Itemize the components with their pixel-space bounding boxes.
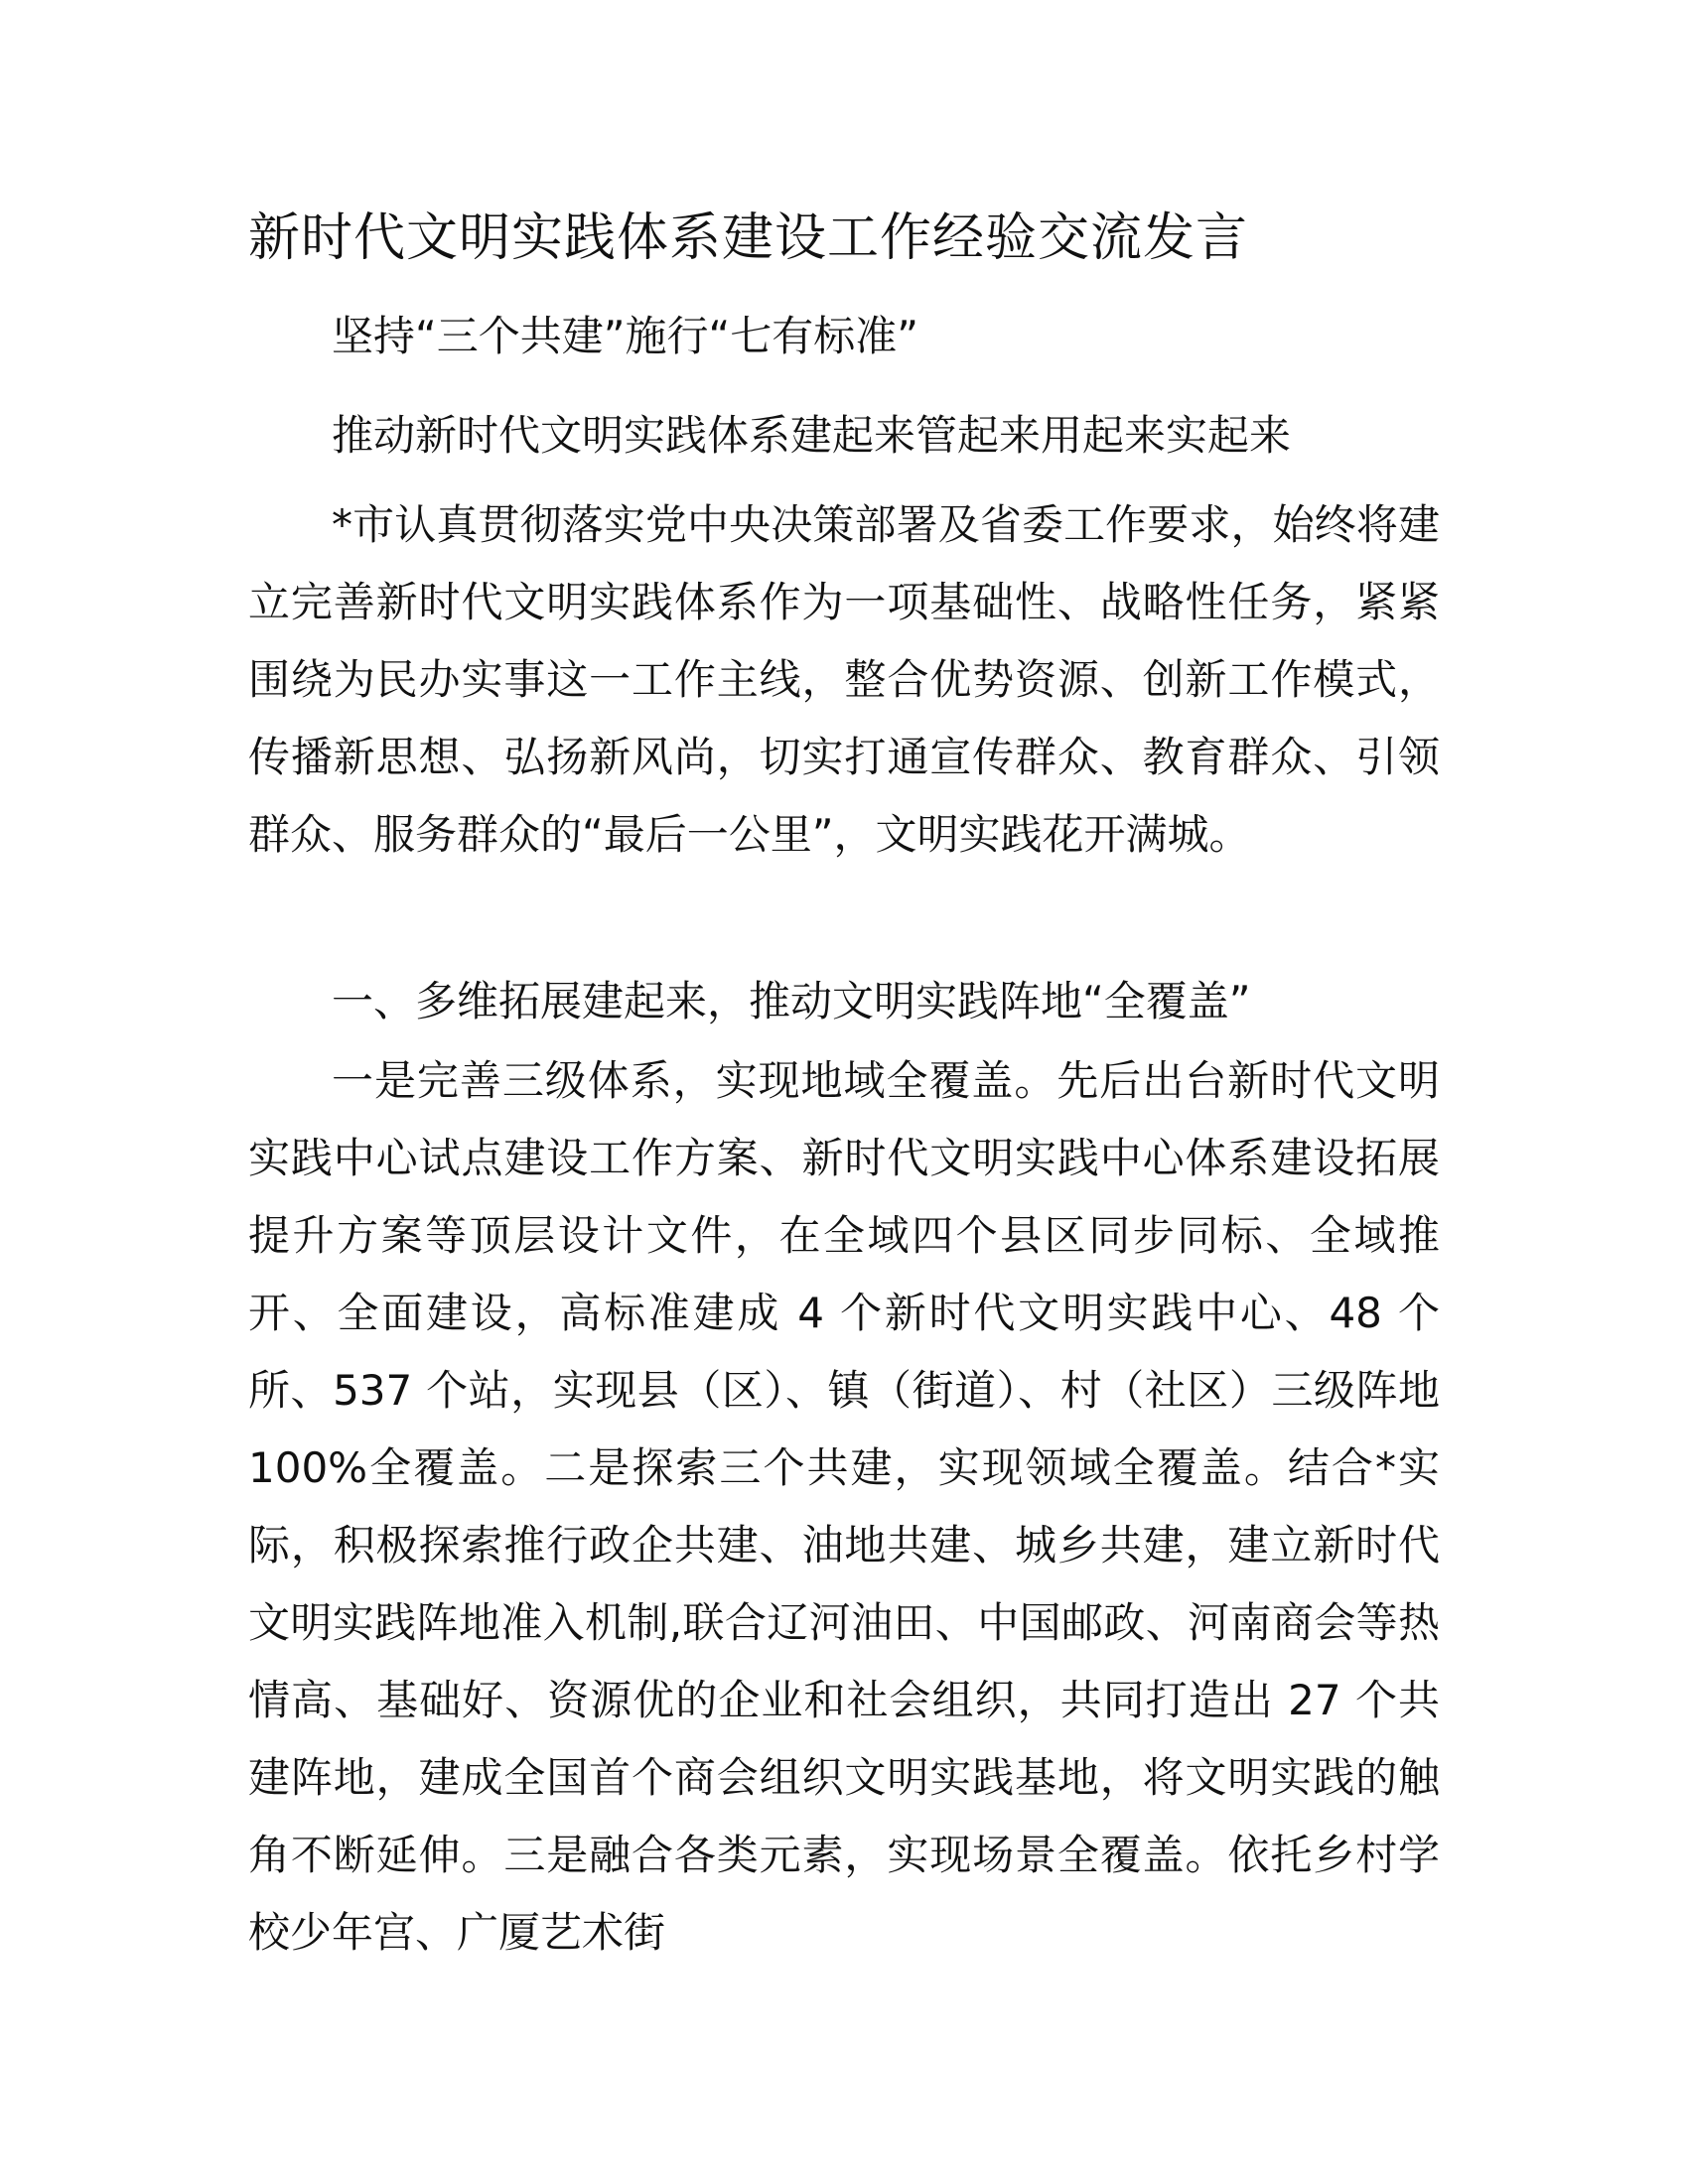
section-heading-1: 一、多维拓展建起来，推动文明实践阵地“全覆盖” (332, 977, 1251, 1025)
document-title: 新时代文明实践体系建设工作经验交流发言 (248, 208, 1249, 268)
paragraph-intro: *市认真贯彻落实党中央决策部署及省委工作要求，始终将建立完善新时代文明实践体系作为一项基础性、战略性任务，紧紧围绕为民办实事这一工作主线，整合优势资源、创新工作模式，传播新思想、弘扬新风尚，切实打通宣传群众、教育群众、引领群众、服务群众的“最后一公里”，文明实践花开满城。 (248, 500, 1440, 859)
subtitle-1: 坚持“三个共建”施行“七有标准” (332, 312, 919, 360)
paragraph-section-1: 一是完善三级体系，实现地域全覆盖。先后出台新时代文明实践中心试点建设工作方案、新时代文明实践中心体系建设拓展提升方案等顶层设计文件，在全域四个县区同步同标、全域推开、全面建设，高标准建成 4 个新时代文明实践中心、48 个所、537 个站，实现县（区）、镇（街道）、村（社区）三级阵地 100%全覆盖。二是探索三个共建，实现领域全覆盖。结合*实际，积极探索推行政企共建、油地共建、城乡共建，建立新时代文明实践阵地准入机制,联合辽河油田、中国邮政、河南商会等热情高、基础好、资源优的企业和社会组织，共同打造出 27 个共建阵地，建成全国首个商会组织文明实践基地，将文明实践的触角不断延伸。三是融合各类元素，实现场景全覆盖。依托乡村学校少年宫、广厦艺术街 (248, 1056, 1440, 1957)
subtitle-2: 推动新时代文明实践体系建起来管起来用起来实起来 (332, 411, 1292, 460)
